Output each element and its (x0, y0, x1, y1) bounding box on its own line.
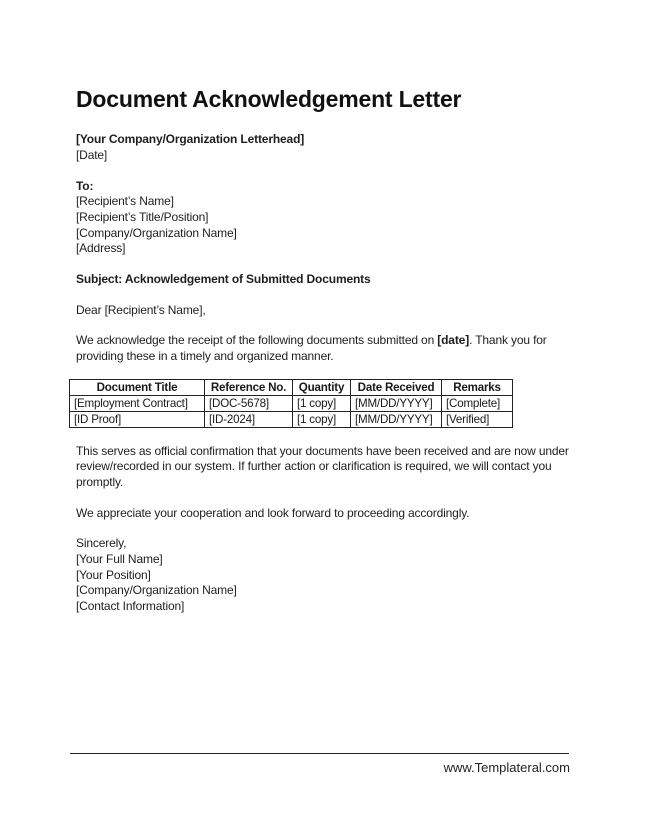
column-header-remarks: Remarks (442, 380, 513, 396)
column-header-reference-no: Reference No. (205, 380, 293, 396)
cell-reference-no: [ID-2024] (205, 412, 293, 428)
cell-date-received: [MM/DD/YYYY] (351, 412, 442, 428)
recipient-title: [Recipient’s Title/Position] (76, 210, 209, 224)
confirmation-line-3: promptly. (76, 475, 124, 489)
cell-date-received: [MM/DD/YYYY] (351, 396, 442, 412)
recipient-organization: [Company/Organization Name] (76, 226, 237, 240)
intro-paragraph-line-1 (76, 333, 547, 349)
page-title: Document Acknowledgement Letter (76, 86, 462, 112)
sender-organization: [Company/Organization Name] (76, 583, 237, 597)
table-row (70, 412, 513, 428)
footer-website-link[interactable]: www.Templateral.com (443, 760, 570, 775)
to-label: To: (76, 179, 94, 193)
table-header-row (70, 380, 513, 396)
recipient-address: [Address] (76, 241, 126, 255)
letterhead: [Your Company/Organization Letterhead] (76, 132, 305, 146)
documents-table (69, 379, 513, 428)
footer-divider (70, 753, 569, 754)
column-header-document-title: Document Title (70, 380, 205, 396)
intro-text-before: We acknowledge the receipt of the following documents submitted on (76, 333, 438, 347)
sender-contact: [Contact Information] (76, 599, 185, 613)
cell-quantity: [1 copy] (293, 396, 351, 412)
sender-full-name: [Your Full Name] (76, 552, 163, 566)
sender-position: [Your Position] (76, 568, 151, 582)
salutation: Dear [Recipient’s Name], (76, 303, 206, 317)
cell-document-title: [ID Proof] (70, 412, 205, 428)
cell-remarks: [Complete] (442, 396, 513, 412)
cell-reference-no: [DOC-5678] (205, 396, 293, 412)
cell-quantity: [1 copy] (293, 412, 351, 428)
cell-remarks: [Verified] (442, 412, 513, 428)
confirmation-line-2: review/recorded in our system. If further action or clarification is required, we will contact you (76, 459, 552, 473)
cell-document-title: [Employment Contract] (70, 396, 205, 412)
intro-paragraph-line-2: providing these in a timely and organized manner. (76, 349, 334, 363)
intro-date-placeholder: [date] (437, 333, 470, 347)
subject-line: Subject: Acknowledgement of Submitted Documents (76, 272, 371, 286)
intro-text-after: . Thank you for (469, 333, 547, 347)
column-header-date-received: Date Received (351, 380, 442, 396)
date-line: [Date] (76, 148, 108, 162)
recipient-name: [Recipient’s Name] (76, 194, 174, 208)
confirmation-line-1: This serves as official confirmation that your documents have been received and are now under (76, 444, 569, 458)
table-row (70, 396, 513, 412)
closing-signoff: Sincerely, (76, 536, 127, 550)
column-header-quantity: Quantity (293, 380, 351, 396)
appreciation-paragraph: We appreciate your cooperation and look forward to proceeding accordingly. (76, 506, 470, 520)
